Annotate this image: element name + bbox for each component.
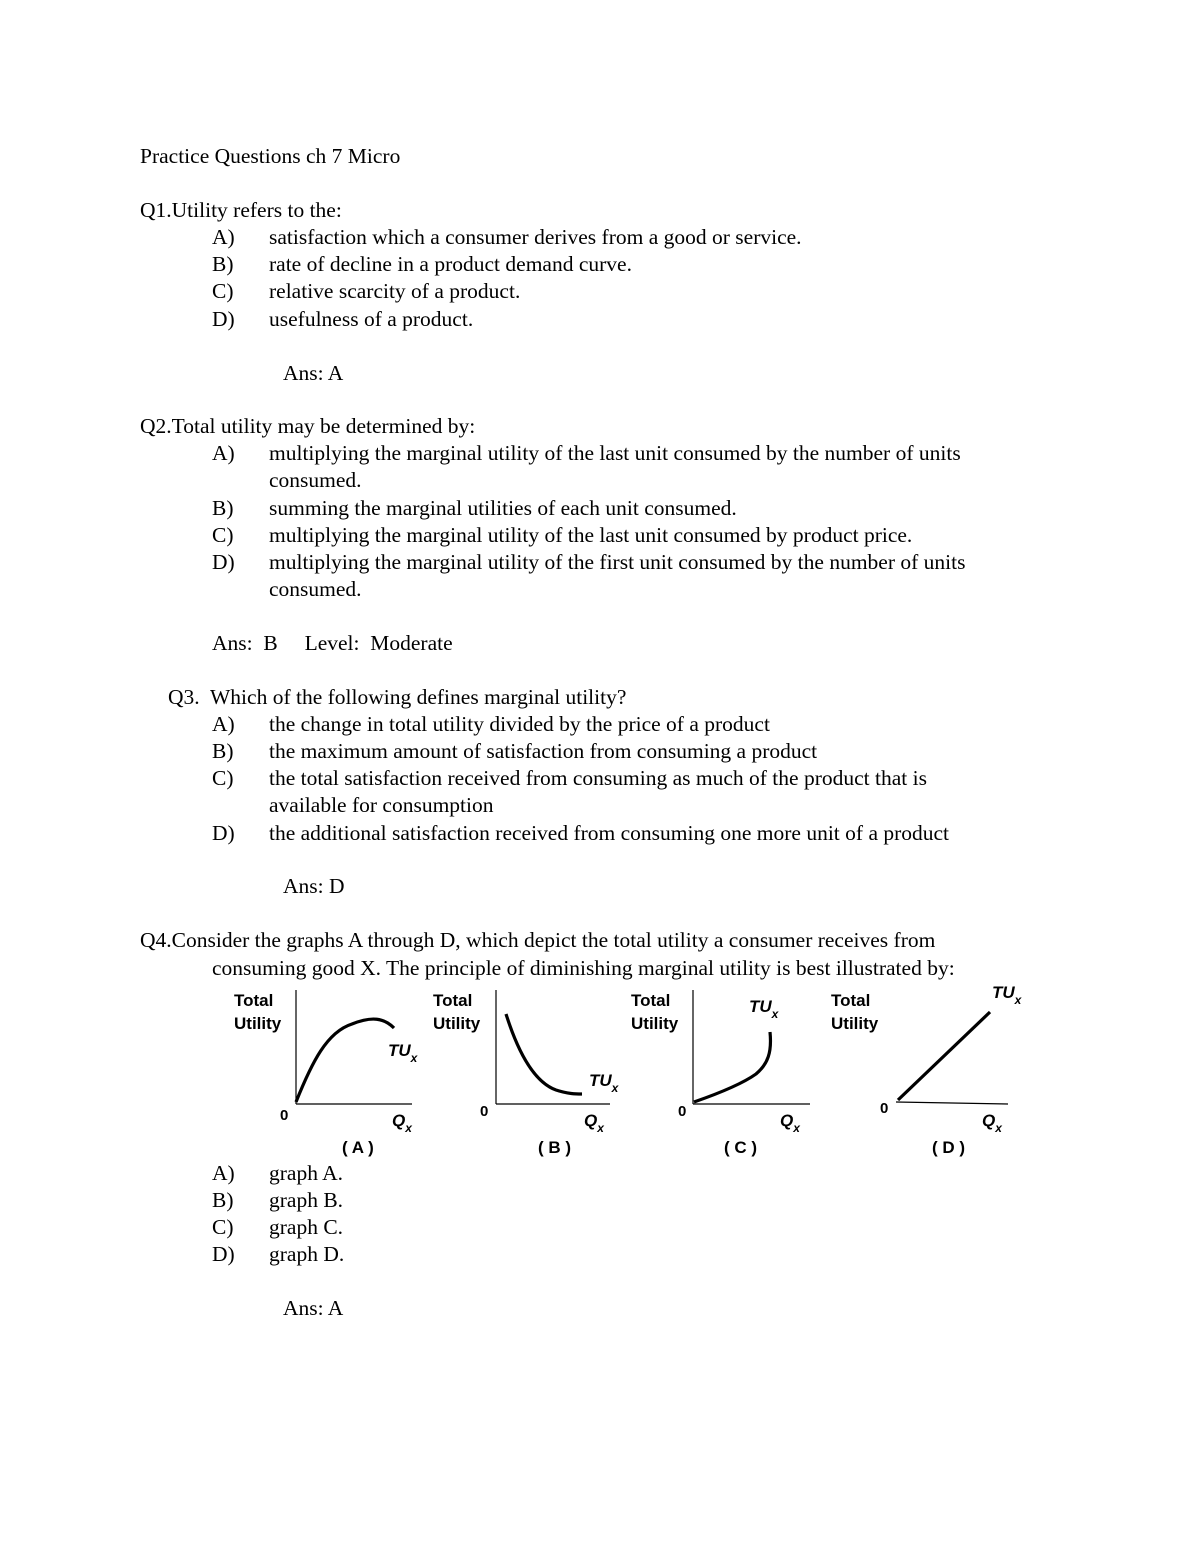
q2-option-b-text: summing the marginal utilities of each unit consumed. (269, 496, 737, 520)
q3-option-c-label: C) (212, 766, 234, 790)
q3-option-c-text: the total satisfaction received from consuming as much of the product that is (269, 766, 927, 790)
q4-option-d-text: graph D. (269, 1242, 345, 1266)
graph-c (631, 990, 810, 1157)
q4-option-a-text: graph A. (269, 1161, 344, 1185)
q4-answer: Ans: A (283, 1296, 344, 1320)
q1-option-a-text: satisfaction which a consumer derives from a good or service. (269, 225, 802, 249)
graph-a-ylabel-1: Total (234, 991, 274, 1010)
graph-a-caption: ( A ) (342, 1138, 374, 1157)
graph-a-ylabel-2: Utility (234, 1014, 282, 1033)
graph-d (831, 983, 1023, 1157)
q1-option-c-text: relative scarcity of a product. (269, 279, 521, 303)
graph-a-origin: 0 (280, 1107, 289, 1124)
question-1-stem: Q1.Utility refers to the: (140, 198, 342, 222)
graph-c-ylabel-2: Utility (631, 1014, 679, 1033)
question-4-stem: Q4.Consider the graphs A through D, which depict the total utility a consumer receives from (140, 928, 936, 952)
q1-option-a-label: A) (212, 225, 235, 249)
graph-a-tu-curve (296, 1019, 394, 1102)
q4-option-c-label: C) (212, 1215, 234, 1239)
q1-option-d-label: D) (212, 307, 235, 331)
q3-option-a-text: the change in total utility divided by the price of a product (269, 712, 770, 736)
graph-b-curve-label: $TU_x$ (589, 1071, 619, 1095)
q3-option-b-text: the maximum amount of satisfaction from consuming a product (269, 739, 818, 763)
graph-d-xlabel: $Q_x$ (982, 1111, 1002, 1135)
graph-a-curve-label: $TU_x$ (388, 1041, 418, 1065)
question-4-stem-cont: consuming good X. The principle of diminishing marginal utility is best illustrated by: (212, 956, 955, 980)
graph-b-origin: 0 (480, 1103, 489, 1120)
q2-option-d-text: multiplying the marginal utility of the first unit consumed by the number of units (269, 550, 966, 574)
graph-b-tu-curve (506, 1014, 582, 1094)
q3-answer: Ans: D (283, 874, 345, 898)
graph-b-ylabel-2: Utility (433, 1014, 481, 1033)
question-3-stem: Q3. Which of the following defines marginal utility? (168, 685, 627, 709)
graph-d-ylabel-1: Total (831, 991, 871, 1010)
graph-d-caption: ( D ) (932, 1138, 966, 1157)
graph-c-origin: 0 (678, 1103, 687, 1120)
graph-a-xlabel: $Q_x$ (392, 1111, 412, 1135)
graph-c-curve-label: $TU_x$ (749, 997, 779, 1021)
graph-d-curve-label: $TU_x$ (992, 983, 1022, 1007)
q1-option-c-label: C) (212, 279, 234, 303)
question-2-stem: Q2.Total utility may be determined by: (140, 414, 476, 438)
q1-option-d-text: usefulness of a product. (269, 307, 474, 331)
q2-option-c-label: C) (212, 523, 234, 547)
q3-option-b-label: B) (212, 739, 234, 763)
q4-option-b-text: graph B. (269, 1188, 344, 1212)
q3-option-a-label: A) (212, 712, 235, 736)
q2-option-a-text-cont: consumed. (269, 468, 362, 492)
utility-graphs-svg (212, 982, 1044, 1158)
q3-option-d-label: D) (212, 821, 235, 845)
page-title: Practice Questions ch 7 Micro (140, 144, 401, 168)
q2-option-c-text: multiplying the marginal utility of the last unit consumed by product price. (269, 523, 913, 547)
q1-answer: Ans: A (283, 361, 344, 385)
q1-option-b-label: B) (212, 252, 234, 276)
q4-option-b-label: B) (212, 1188, 234, 1212)
q4-option-c-text: graph C. (269, 1215, 344, 1239)
graph-b-caption: ( B ) (538, 1138, 572, 1157)
graph-b-ylabel-1: Total (433, 991, 473, 1010)
graph-d-ylabel-2: Utility (831, 1014, 879, 1033)
q4-option-d-label: D) (212, 1242, 235, 1266)
q2-answer: Ans: B Level: Moderate (212, 631, 453, 655)
graph-c-ylabel-1: Total (631, 991, 671, 1010)
graph-c-caption: ( C ) (724, 1138, 758, 1157)
utility-graphs-figure (212, 982, 1044, 1158)
graph-a (234, 990, 419, 1157)
q1-option-b-text: rate of decline in a product demand curve. (269, 252, 632, 276)
graph-d-x-axis (896, 1102, 1008, 1104)
q2-option-a-text: multiplying the marginal utility of the last unit consumed by the number of units (269, 441, 961, 465)
q2-option-b-label: B) (212, 496, 234, 520)
q2-option-d-label: D) (212, 550, 235, 574)
q3-option-d-text: the additional satisfaction received from consuming one more unit of a product (269, 821, 950, 845)
graph-d-tu-line (898, 1012, 990, 1100)
graph-c-xlabel: $Q_x$ (780, 1111, 800, 1135)
graph-d-origin: 0 (880, 1100, 889, 1117)
q3-option-c-text-cont: available for consumption (269, 793, 494, 817)
graph-c-tu-curve (694, 1032, 770, 1102)
q2-option-d-text-cont: consumed. (269, 577, 362, 601)
graph-b (433, 990, 620, 1157)
q2-option-a-label: A) (212, 441, 235, 465)
graph-b-xlabel: $Q_x$ (584, 1111, 604, 1135)
q4-option-a-label: A) (212, 1161, 235, 1185)
